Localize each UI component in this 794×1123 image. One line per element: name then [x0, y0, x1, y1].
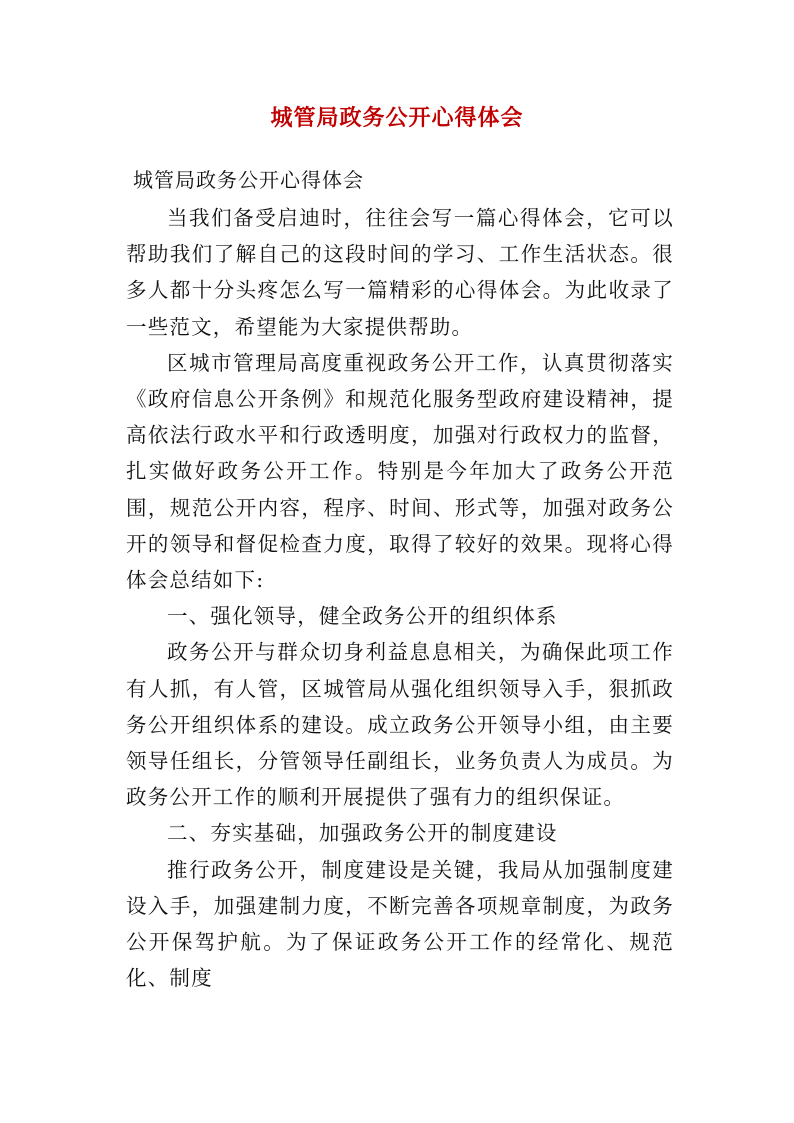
section-heading-1: 一、强化领导，健全政务公开的组织体系: [167, 604, 558, 629]
document-title: 城管局政务公开心得体会: [270, 105, 524, 131]
paragraph-section-2: 推行政务公开，制度建设是关键，我局从加强制度建设入手，加强建制力度，不断完善各项规章制度，为政务公开保驾护航。为了保证政务公开工作的经常化、规范化、制度: [126, 857, 674, 991]
paragraph-overview: 区城市管理局高度重视政务公开工作，认真贯彻落实《政府信息公开条例》和规范化服务型政府建设精神，提高依法行政水平和行政透明度，加强对行政权力的监督，扎实做好政务公开工作。特别是今年加大了政务公开范围，规范公开内容，程序、时间、形式等，加强对政务公开的领导和督促检查力度，取得了较好的效果。现将心得体会总结如下:: [126, 350, 674, 593]
paragraph-intro: 当我们备受启迪时，往往会写一篇心得体会，它可以帮助我们了解自己的这段时间的学习、工作生活状态。很多人都十分头疼怎么写一篇精彩的心得体会。为此收录了一些范文，希望能为大家提供帮助。: [126, 206, 674, 339]
section-heading-2: 二、夯实基础，加强政务公开的制度建设: [167, 821, 558, 846]
document-subtitle: 城管局政务公开心得体会: [133, 168, 364, 192]
paragraph-section-1: 政务公开与群众切身利益息息相关，为确保此项工作有人抓，有人管，区城管局从强化组织领导入手，狠抓政务公开组织体系的建设。成立政务公开领导小组，由主要领导任组长，分管领导任副组长，业务负责人为成员。为政务公开工作的顺利开展提供了强有力的组织保证。: [126, 640, 674, 810]
document-body: [126, 200, 674, 996]
